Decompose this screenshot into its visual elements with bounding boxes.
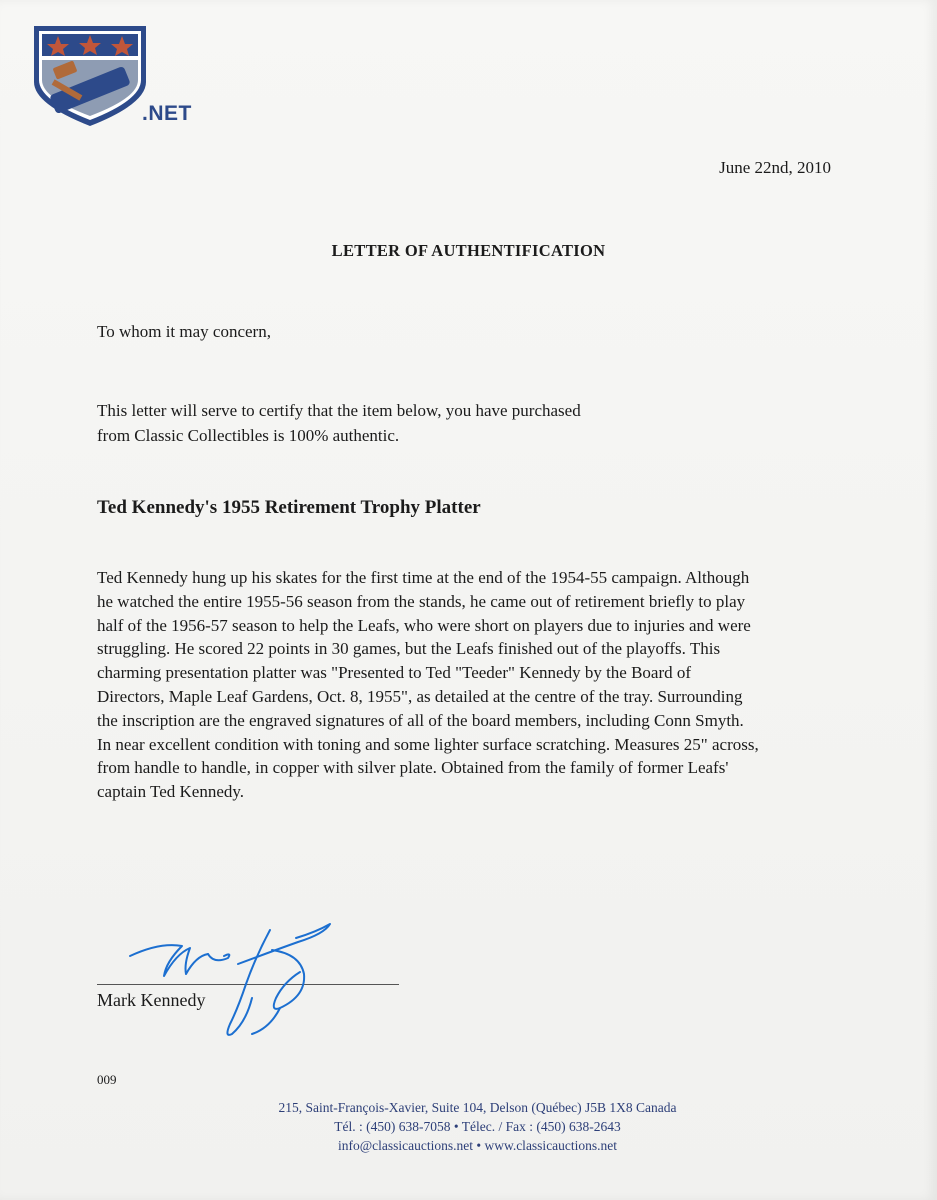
description-line: In near excellent condition with toning and some lighter surface scratching. Measures 25" across, bbox=[97, 734, 759, 754]
footer-address: 215, Saint-François-Xavier, Suite 104, Delson (Québec) J5B 1X8 Canada bbox=[278, 1100, 677, 1115]
handwritten-signature bbox=[120, 912, 340, 1042]
intro-paragraph bbox=[97, 398, 697, 448]
letter-date: June 22nd, 2010 bbox=[719, 158, 831, 177]
footer-address-block bbox=[0, 1098, 937, 1155]
letter-title: LETTER OF AUTHENTIFICATION bbox=[331, 241, 606, 260]
greeting: To whom it may concern, bbox=[97, 322, 271, 341]
intro-line: This letter will serve to certify that the item below, you have purchased bbox=[97, 401, 581, 420]
footer-web: info@classicauctions.net • www.classicauctions.net bbox=[337, 1138, 618, 1153]
footer-phone: Tél. : (450) 638-7058 • Télec. / Fax : (450) 638-2643 bbox=[334, 1119, 621, 1134]
description-line: charming presentation platter was "Presented to Ted "Teeder" Kennedy by the Board of bbox=[97, 663, 692, 683]
classic-auctions-logo bbox=[30, 20, 200, 130]
description-line: Directors, Maple Leaf Gardens, Oct. 8, 1955", as detailed at the centre of the tray. Surrounding bbox=[97, 686, 743, 706]
signer-name: Mark Kennedy bbox=[97, 990, 206, 1010]
item-title: Ted Kennedy's 1955 Retirement Trophy Platter bbox=[97, 497, 481, 518]
document-code: 009 bbox=[97, 1072, 117, 1087]
description-line: he watched the entire 1955-56 season from the stands, he came out of retirement briefly to play bbox=[97, 591, 746, 611]
description-line: the inscription are the engraved signatures of all of the board members, including Conn Smyth. bbox=[97, 710, 744, 730]
description-line: Ted Kennedy hung up his skates for the first time at the end of the 1954-55 campaign. Although bbox=[97, 568, 750, 587]
intro-line: from Classic Collectibles is 100% authentic. bbox=[97, 426, 400, 445]
description-line: captain Ted Kennedy. bbox=[97, 782, 245, 802]
description-line: half of the 1956-57 season to help the Leafs, who were short on players due to injuries and were bbox=[97, 615, 751, 635]
description-line: from handle to handle, in copper with silver plate. Obtained from the family of former Leafs' bbox=[97, 758, 729, 778]
description-line: struggling. He scored 22 points in 30 games, but the Leafs finished out of the playoffs. This bbox=[97, 639, 721, 659]
shield-logo-icon bbox=[30, 20, 150, 130]
logo-suffix: .NET bbox=[142, 102, 192, 125]
item-description bbox=[97, 566, 837, 804]
